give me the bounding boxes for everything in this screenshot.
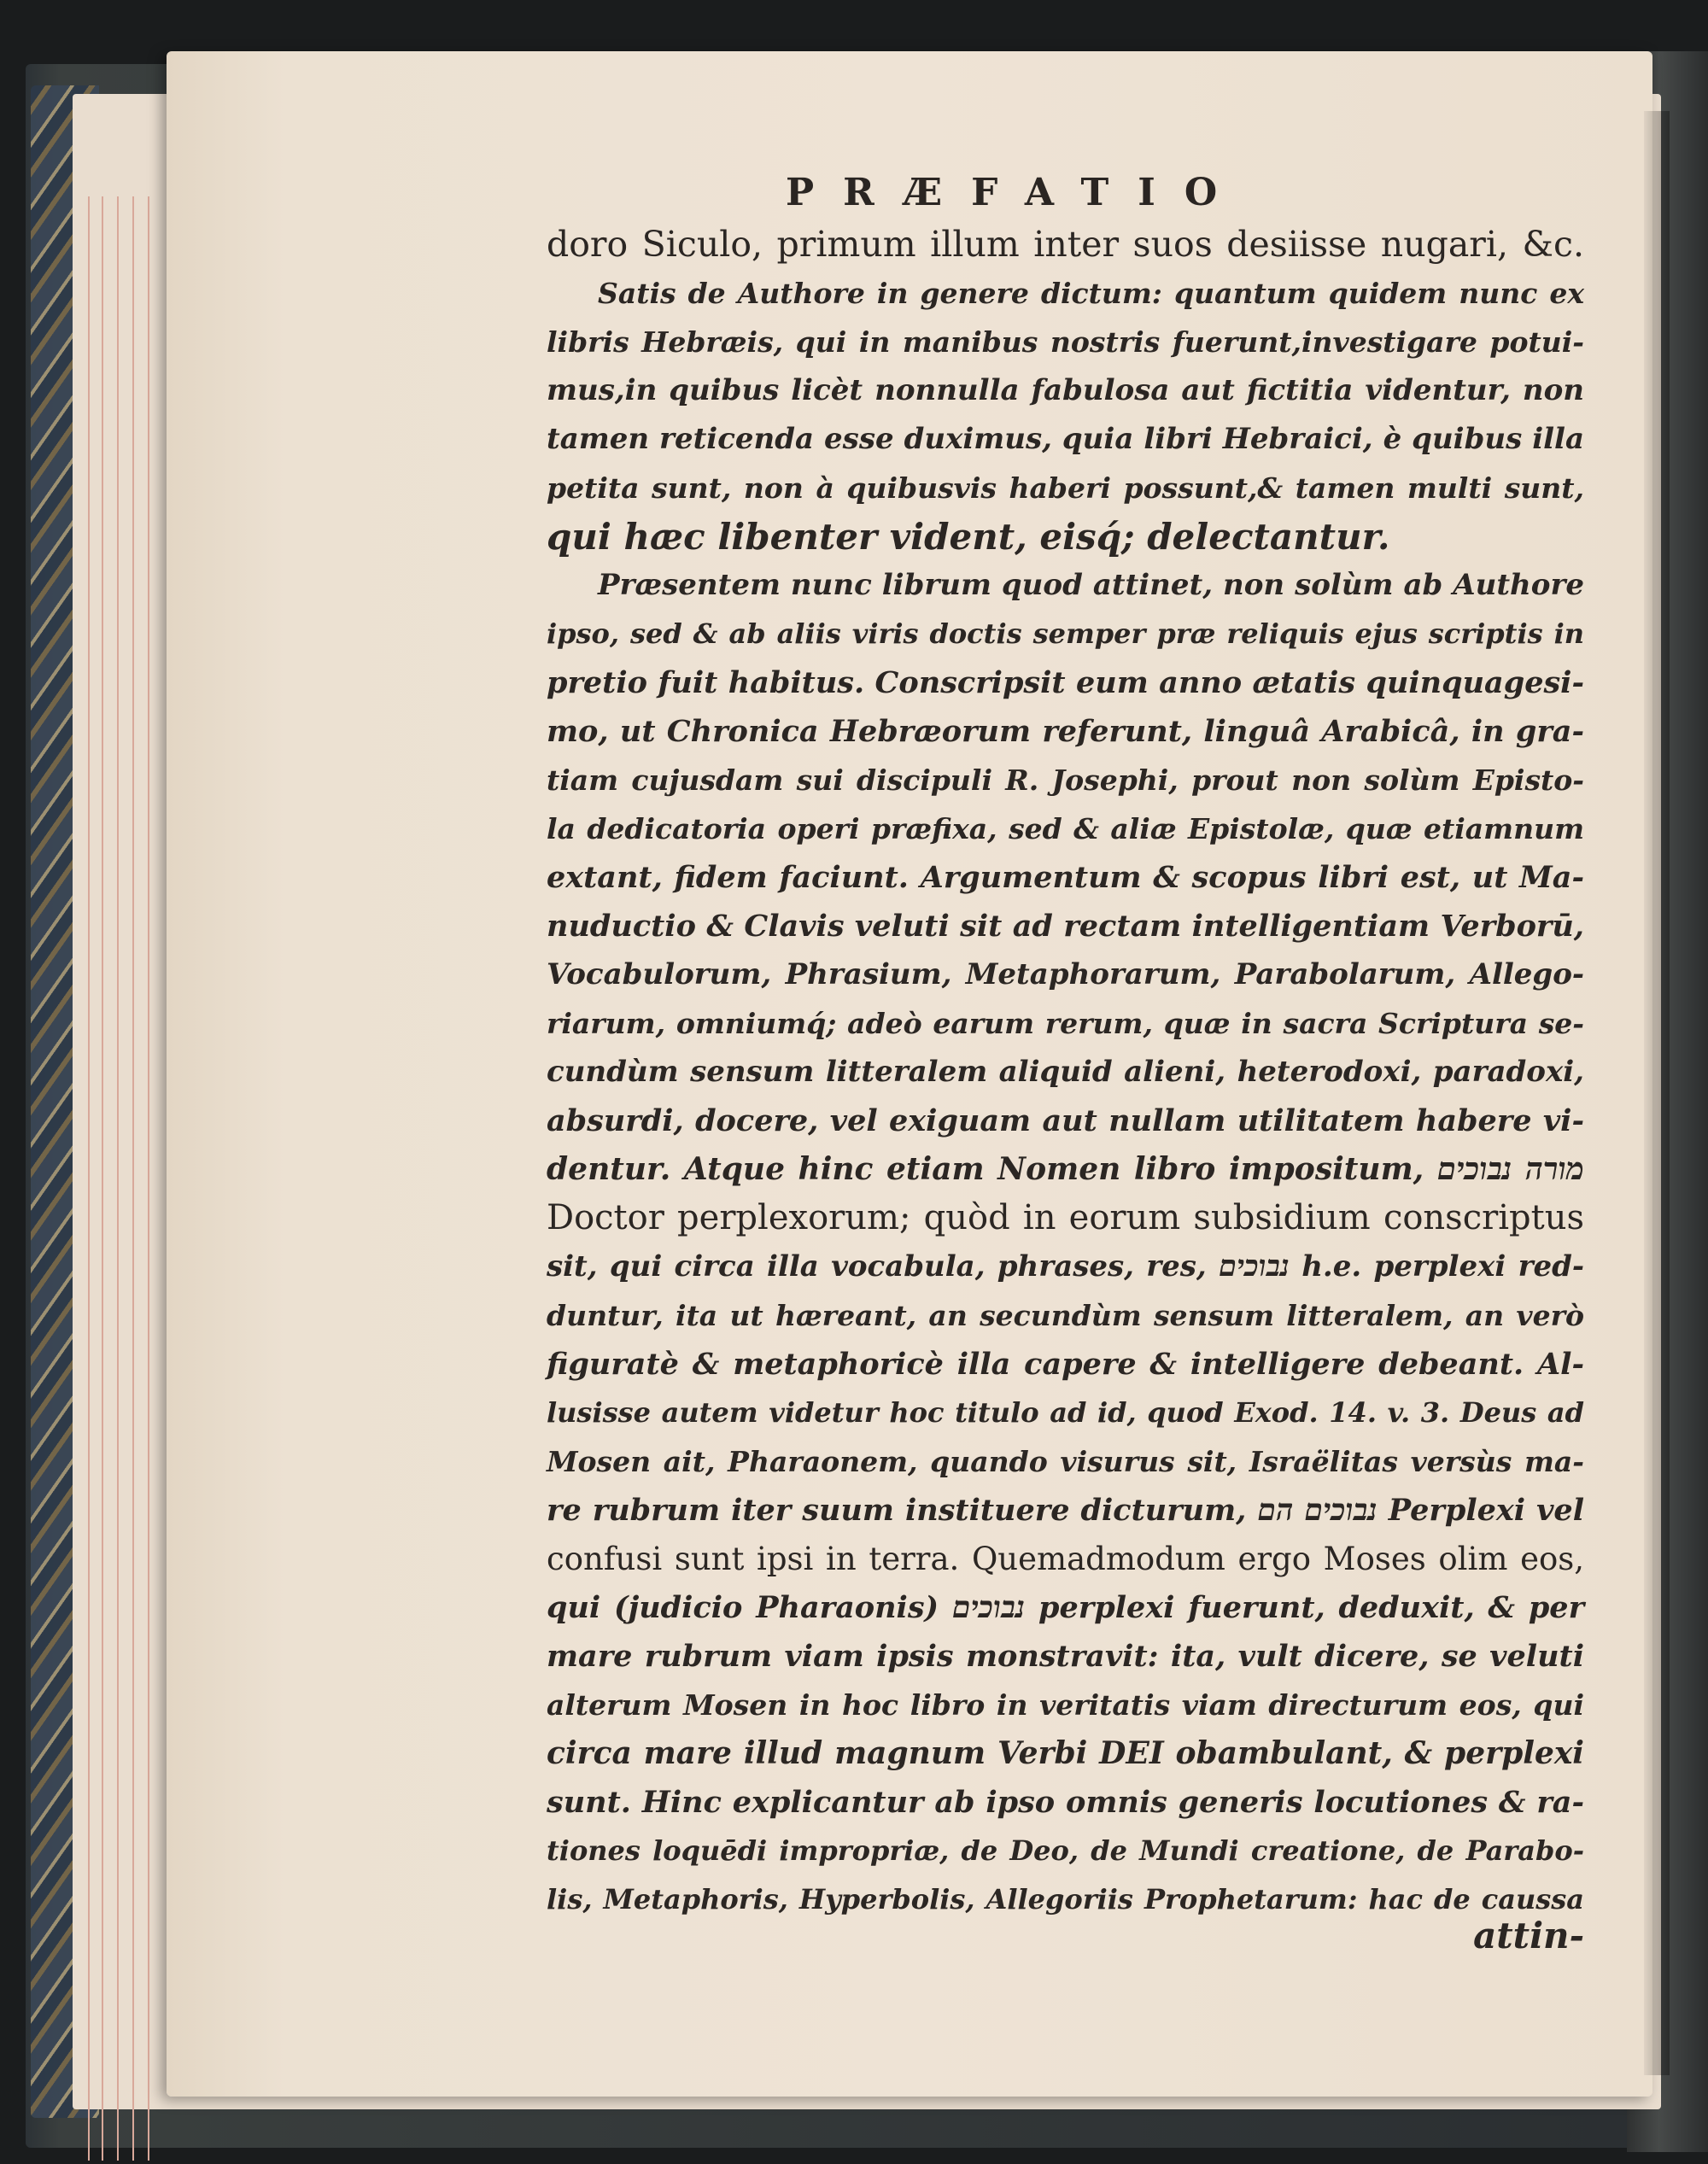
- text-line: extant, fidem faciunt. Argumentum & scopus libri est, ut Ma-: [547, 860, 1584, 895]
- text-line: figuratè & metaphoricè illa capere & intelligere debeant. Al-: [547, 1347, 1584, 1382]
- text-line: absurdi, docere, vel exiguam aut nullam utilitatem habere vi-: [547, 1103, 1584, 1138]
- page-edge-line: [102, 196, 103, 2161]
- text-line: petita sunt, non à quibusvis haberi possunt,& tamen multi sunt,: [547, 471, 1584, 505]
- text-line: qui hæc libenter vident, eisq́; delectantur.: [547, 516, 1390, 558]
- catchword: attin-: [1473, 1915, 1584, 1956]
- running-head: PRÆFATIO: [786, 171, 1247, 214]
- text-line: sit, qui circa illa vocabula, phrases, res, נבוכים h.e. perplexi red-: [547, 1249, 1584, 1284]
- text-line: mo, ut Chronica Hebræorum referunt, linguâ Arabicâ, in gra-: [547, 714, 1584, 749]
- text-line: Præsentem nunc librum quod attinet, non solùm ab Authore: [598, 568, 1584, 602]
- catchword-row: [547, 1911, 1584, 1960]
- text-line: Mosen ait, Pharaonem, quando visurus sit, Israëlitas versùs ma-: [547, 1445, 1584, 1478]
- text-line: tiam cujusdam sui discipuli R. Josephi, prout non solùm Episto-: [547, 763, 1584, 797]
- page-gutter: [1644, 111, 1670, 2075]
- text-line: Vocabulorum, Phrasium, Metaphorarum, Parabolarum, Allego-: [547, 957, 1584, 991]
- text-line: re rubrum iter suum instituere dicturum, נבוכים הם Perplexi vel: [547, 1493, 1584, 1528]
- text-line: lis, Metaphoris, Hyperbolis, Allegoriis Prophetarum: hac de caussa: [547, 1883, 1584, 1915]
- text-line: dentur. Atque hinc etiam Nomen libro impositum, מורה נבוכים: [547, 1151, 1585, 1187]
- text-line: pretio fuit habitus. Conscripsit eum anno ætatis quinquagesi-: [547, 665, 1584, 700]
- page-edge-line: [132, 196, 134, 2161]
- text-line: ipso, sed & ab aliis viris doctis semper præ reliquis ejus scriptis in: [547, 617, 1584, 650]
- text-line: lusisse autem videtur hoc titulo ad id, quod Exod. 14. v. 3. Deus ad: [547, 1396, 1584, 1429]
- text-line: qui (judicio Pharaonis) נבוכים perplexi fuerunt, deduxit, & per: [547, 1590, 1585, 1625]
- text-line: Doctor perplexorum; quòd in eorum subsidium conscriptus: [547, 1198, 1584, 1237]
- text-line: tamen reticenda esse duximus, quia libri Hebraici, è quibus illa: [547, 422, 1584, 456]
- body-text: [547, 220, 1584, 1924]
- text-line: tiones loquēdi impropriæ, de Deo, de Mundi creatione, de Parabo-: [547, 1834, 1584, 1867]
- text-line: confusi sunt ipsi in terra. Quemadmodum ergo Moses olim eos,: [547, 1541, 1584, 1577]
- text-line: la dedicatoria operi præfixa, sed & aliæ Epistolæ, quæ etiamnum: [547, 812, 1584, 845]
- text-line: mare rubrum viam ipsis monstravit: ita, vult dicere, se veluti: [547, 1639, 1584, 1674]
- text-line: libris Hebræis, qui in manibus nostris fuerunt,investigare potui-: [547, 325, 1584, 359]
- text-line: mus,in quibus licèt nonnulla fabulosa aut fictitia videntur, non: [547, 373, 1584, 407]
- text-line: Satis de Authore in genere dictum: quantum quidem nunc ex: [598, 277, 1584, 310]
- text-line: duntur, ita ut hæreant, an secundùm sensum litteralem, an verò: [547, 1299, 1584, 1332]
- text-line: riarum, omniumq́; adeò earum rerum, quæ in sacra Scriptura se-: [547, 1007, 1584, 1040]
- text-line: alterum Mosen in hoc libro in veritatis viam directurum eos, qui: [547, 1688, 1584, 1722]
- page-edge-line: [148, 196, 149, 2161]
- text-line: cundùm sensum litteralem aliquid alieni, heterodoxi, paradoxi,: [547, 1055, 1584, 1089]
- page-edge-line: [117, 196, 119, 2161]
- text-line: circa mare illud magnum Verbi DEI obambulant, & perplexi: [547, 1735, 1584, 1771]
- page-edge-line: [88, 196, 90, 2161]
- text-line: sunt. Hinc explicantur ab ipso omnis generis locutiones & ra-: [547, 1785, 1584, 1820]
- text-line: doro Siculo, primum illum inter suos desiisse nugari, &c.: [547, 224, 1584, 265]
- text-line: nuductio & Clavis veluti sit ad rectam intelligentiam Verborū,: [547, 909, 1584, 944]
